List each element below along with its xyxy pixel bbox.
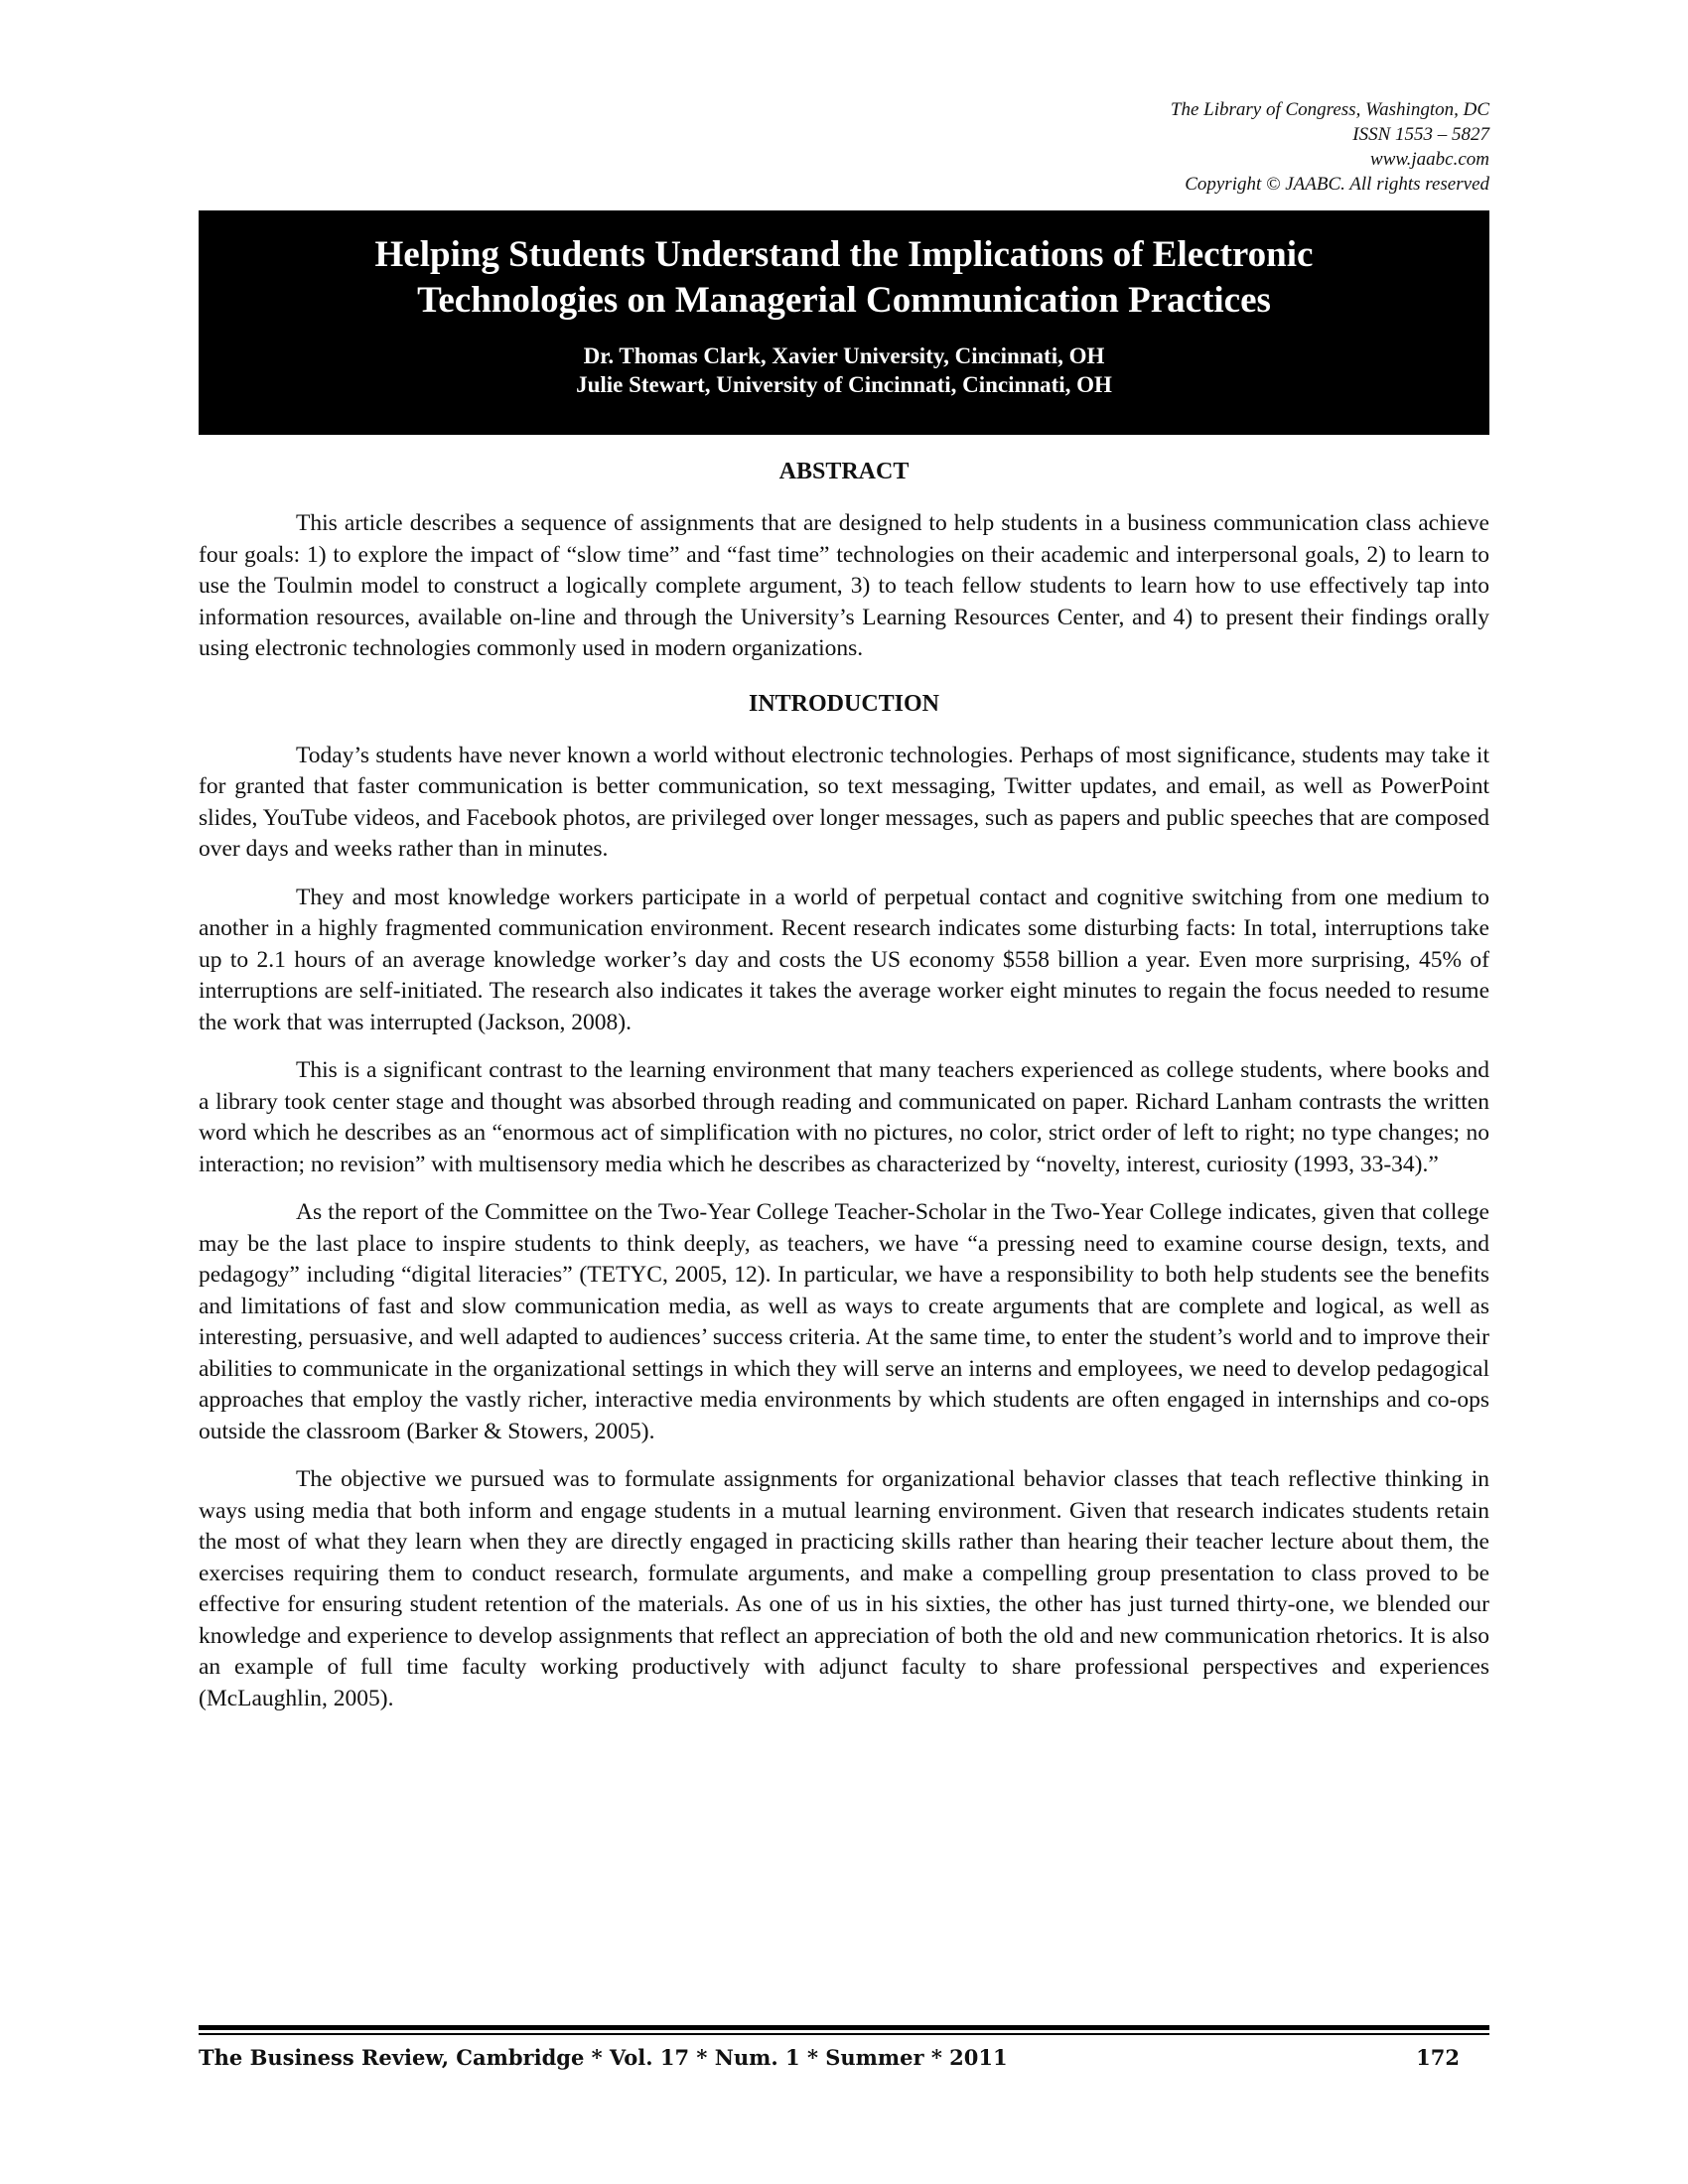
journal-citation: The Business Review, Cambridge * Vol. 17 * Num. 1 * Summer * 2011	[199, 2045, 1008, 2070]
author-list	[199, 341, 1489, 399]
paper-title	[238, 232, 1450, 324]
abstract-text: This article describes a sequence of assignments that are designed to help students in a business communication class achieve four goals: 1) to explore the impact of “slow time” and “fast time” technologies on their academic and interpersonal goals, 2) to learn to use the Toulmin model to construct a logically complete argument, 3) to teach fellow students to learn how to use effectively tap into information resources, available on-line and through the University’s Learning Resources Center, and 4) to present their findings orally using electronic technologies commonly used in modern organizations.	[199, 510, 1489, 661]
masthead-line: The Library of Congress, Washington, DC	[1170, 99, 1489, 120]
body-paragraph: The objective we pursued was to formulate assignments for organizational behavior classes that teach reflective thinking in ways using media that both inform and engage students in a mutual learning environment. Given that research indicates students retain the most of what they learn when they are directly engaged in practicing skills rather than hearing their teacher lecture about them, the exercises requiring them to conduct research, formulate arguments, and make a compelling group presentation to class proved to be effective for ensuring student retention of the materials. As one of us in his sixties, the other has just turned thirty-one, we blended our knowledge and experience to develop assignments that reflect an appreciation of both the old and new communication rhetorics. It is also an example of full time faculty working productively with adjunct faculty to share professional perspectives and experiences (McLaughlin, 2005).	[199, 1466, 1489, 1711]
masthead	[596, 97, 1489, 197]
title-line: Helping Students Understand the Implications of Electronic	[374, 234, 1314, 275]
article-body	[199, 457, 1489, 1731]
footer-line	[199, 2045, 1489, 2085]
author-line: Dr. Thomas Clark, Xavier University, Cincinnati, OH	[583, 343, 1105, 368]
body-paragraph: As the report of the Committee on the Two-Year College Teacher-Scholar in the Two-Year College indicates, given that college may be the last place to inspire students to think deeply, as teachers, we have “a pressing need to examine course design, texts, and pedagogy” including “digital literacies” (TETYC, 2005, 12). In particular, we have a responsibility to both help students see the benefits and limitations of fast and slow communication media, as well as ways to create arguments that are complete and logical, as well as interesting, persuasive, and well adapted to audiences’ success criteria. At the same time, to enter the student’s world and to improve their abilities to communicate in the organizational settings in which they will serve an interns and employees, we need to develop pedagogical approaches that employ the vastly richer, interactive media environments by which students are often engaged in internships and co-ops outside the classroom (Barker & Stowers, 2005).	[199, 1199, 1489, 1444]
author-line: Julie Stewart, University of Cincinnati, Cincinnati, OH	[576, 372, 1112, 397]
title-line: Technologies on Managerial Communication Practices	[417, 280, 1271, 321]
body-paragraph: They and most knowledge workers participate in a world of perpetual contact and cognitive switching from one medium to another in a highly fragmented communication environment. Recent research indicates some disturbing facts: In total, interruptions take up to 2.1 hours of an average knowledge worker’s day and costs the US economy $558 billion a year. Even more surprising, 45% of interruptions are self-initiated. The research also indicates it takes the average worker eight minutes to regain the focus needed to resume the work that was interrupted (Jackson, 2008).	[199, 884, 1489, 1035]
body-paragraph: Today’s students have never known a world without electronic technologies. Perhaps of most significance, students may take it for granted that faster communication is better communication, so text messaging, Twitter updates, and email, as well as PowerPoint slides, YouTube videos, and Facebook photos, are privileged over longer messages, such as papers and public speeches that are composed over days and weeks rather than in minutes.	[199, 742, 1489, 862]
title-banner	[199, 210, 1489, 435]
page-footer	[199, 2025, 1489, 2085]
masthead-website: www.jaabc.com	[1370, 149, 1489, 170]
page-number: 172	[1416, 2045, 1460, 2070]
introduction-heading: INTRODUCTION	[748, 690, 940, 717]
footer-rule	[199, 2033, 1489, 2035]
abstract-heading: ABSTRACT	[778, 459, 910, 484]
masthead-issn: ISSN 1553 – 5827	[1352, 124, 1489, 145]
masthead-copyright: Copyright © JAABC. All rights reserved	[1185, 174, 1489, 195]
footer-rule	[199, 2025, 1489, 2030]
body-paragraph: This is a significant contrast to the learning environment that many teachers experienced as college students, where books and a library took center stage and thought was absorbed through reading and communicated on paper. Richard Lanham contrasts the written word which he describes as an “enormous act of simplification with no pictures, no color, strict order of left to right; no type changes; no interaction; no revision” with multisensory media which he describes as characterized by “novelty, interest, curiosity (1993, 33-34).”	[199, 1057, 1489, 1177]
